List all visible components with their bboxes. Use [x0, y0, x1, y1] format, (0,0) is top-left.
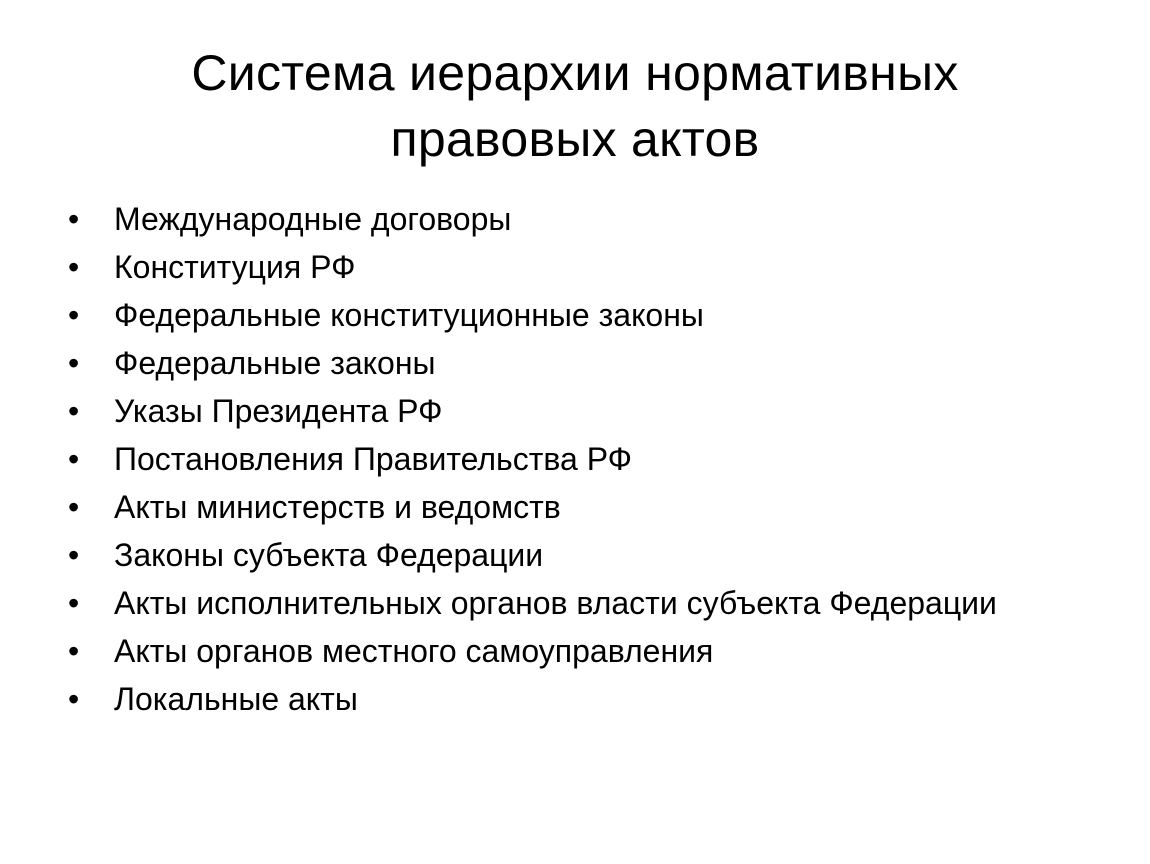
list-item-text: Федеральные законы [114, 345, 436, 381]
bullet-icon: • [68, 585, 80, 621]
list-item-text: Локальные акты [114, 681, 358, 717]
list-item-text: Федеральные конституционные законы [114, 297, 704, 333]
list-item [68, 345, 1118, 381]
list-item-text: Конституция РФ [114, 249, 356, 285]
slide-title [60, 40, 1090, 172]
list-item [68, 633, 1118, 669]
bullet-icon: • [68, 489, 80, 525]
list-item [68, 249, 1118, 285]
list-item-text: Акты исполнительных органов власти субъекта Федерации [114, 585, 997, 621]
bullet-icon: • [68, 537, 80, 573]
list-item [68, 201, 1118, 237]
list-item [68, 681, 1118, 717]
list-item [68, 393, 1118, 429]
list-item-text: Законы субъекта Федерации [114, 537, 544, 573]
bullet-icon: • [68, 249, 80, 285]
list-item [68, 585, 1118, 621]
list-item [68, 489, 1118, 525]
bullet-icon: • [68, 633, 80, 669]
list-item [68, 297, 1118, 333]
list-item-text: Постановления Правительства РФ [114, 441, 632, 477]
bullet-icon: • [68, 681, 80, 717]
list-item [68, 537, 1118, 573]
bullet-icon: • [68, 297, 80, 333]
slide-title-line-1: Система иерархии нормативных [191, 45, 959, 101]
slide-title-line-2: правовых актов [390, 111, 760, 167]
bullet-icon: • [68, 441, 80, 477]
bullet-icon: • [68, 345, 80, 381]
list-item-text: Указы Президента РФ [114, 393, 443, 429]
bullet-icon: • [68, 393, 80, 429]
list-item-text: Акты министерств и ведомств [114, 489, 561, 525]
list-item [68, 441, 1118, 477]
bullet-icon: • [68, 201, 80, 237]
list-item-text: Акты органов местного самоуправления [114, 633, 714, 669]
list-item-text: Международные договоры [114, 201, 512, 237]
bullet-list [68, 201, 1118, 729]
